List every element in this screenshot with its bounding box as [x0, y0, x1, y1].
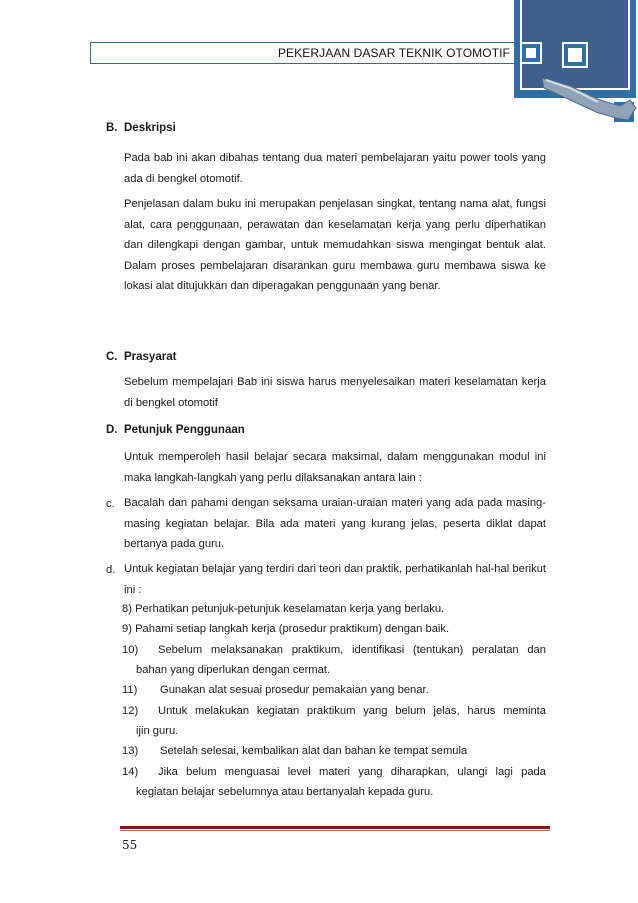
sublist-item-13: Setelah selesai, kembalikan alat dan bahan ke tempat semula [160, 745, 468, 757]
sublist-num-12: 12) [122, 705, 139, 717]
sublist-item-8: 8) Perhatikan petunjuk-petunjuk keselamatan kerja yang berlaku. [122, 603, 445, 615]
page-number: 55 [122, 838, 138, 852]
footer-rule-thin [120, 830, 550, 831]
list-item-c: Bacalah dan pahami dengan seksama uraian-uraian materi yang ada pada masing-masing kegiatan belajar. Bila ada materi yang kurang jelas, peserta diklat dapat bertanya pada guru. [124, 497, 546, 550]
list-item-d: Untuk kegiatan belajar yang terdiri dari teori dan praktik, perhatikanlah hal-hal berikut ini : [124, 563, 546, 596]
list-label-d: d. [106, 564, 116, 576]
sublist-item-12-line2: ijin guru. [136, 725, 179, 737]
sublist-item-14-line1: Jika belum menguasai level materi yang diharapkan, ulangi lagi pada [158, 766, 546, 778]
sublist-item-9: 9) Pahami setiap langkah kerja (prosedur praktikum) dengan baik. [122, 623, 450, 635]
section-heading-prasyarat: C. Prasyarat [106, 351, 177, 363]
prasyarat-paragraph: Sebelum mempelajari Bab ini siswa harus menyelesaikan materi keselamatan kerja di bengkel otomotif [124, 376, 546, 409]
sublist-item-10-line2: bahan yang diperlukan dengan cermat. [136, 664, 331, 676]
section-heading-petunjuk: D. Petunjuk Penggunaan [106, 424, 245, 436]
page-header-title: PEKERJAAN DASAR TEKNIK OTOMOTIF [277, 46, 510, 60]
section-heading-deskripsi: B. Deskripsi [106, 122, 176, 134]
deskripsi-paragraph-2: Penjelasan dalam buku ini merupakan penjelasan singkat, tentang nama alat, fungsi alat, cara penggunaan, perawatan dan keselamatan kerja yang perlu diperhatikan dan dilengkapi dengan gambar, untuk memudahkan siswa mengingat bentuk alat. Dalam proses pembelajaran disarankan guru membawa guru membawa siswa ke lokasi alat ditujukkan dan diperagakan penggunaan yang benar. [124, 198, 546, 292]
sublist-num-10: 10) [122, 644, 139, 656]
deskripsi-paragraph-1: Pada bab ini akan dibahas tentang dua materi pembelajaran yaitu power tools yang ada di bengkel otomotif. [124, 152, 546, 185]
sublist-num-13: 13) [122, 745, 139, 757]
footer-rule [120, 826, 550, 829]
sublist-item-12-line1: Untuk melakukan kegiatan praktikum yang belum jelas, harus meminta [158, 705, 546, 717]
sublist-item-11: Gunakan alat sesuai prosedur pemakaian yang benar. [160, 684, 429, 696]
petunjuk-paragraph: Untuk memperoleh hasil belajar secara maksimal, dalam menggunakan modul ini maka langkah-langkah yang perlu dilaksanakan antara lain : [124, 451, 546, 484]
sublist-num-11: 11) [122, 684, 138, 696]
wrench-icon [540, 60, 638, 130]
decor-square-1 [520, 42, 542, 64]
sublist-num-14: 14) [122, 766, 139, 778]
list-label-c: c. [106, 498, 115, 510]
sublist-item-14-line2: kegiatan belajar sebelumnya atau bertanyalah kepada guru. [136, 786, 434, 798]
sublist-item-10-line1: Sebelum melaksanakan praktikum, identifikasi (tentukan) peralatan dan [158, 644, 546, 656]
